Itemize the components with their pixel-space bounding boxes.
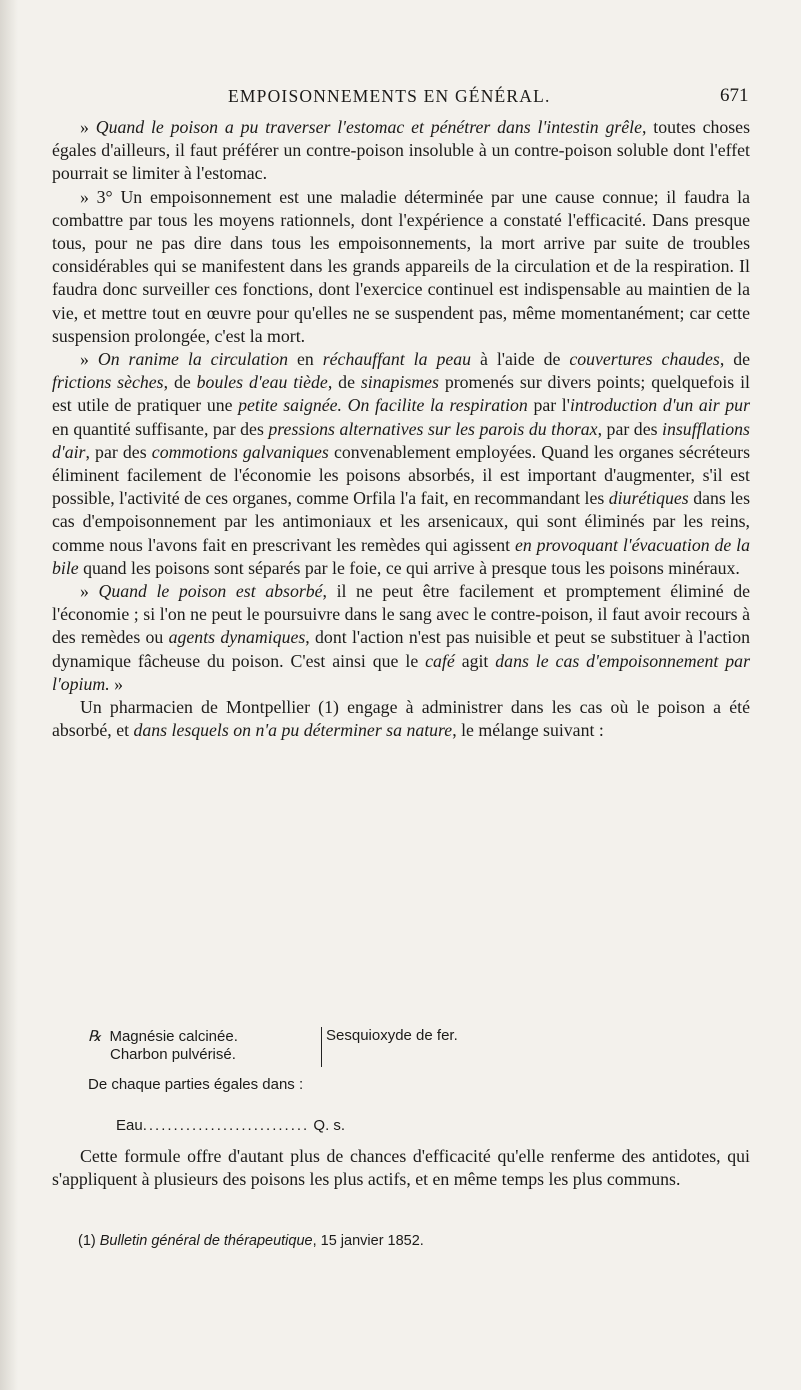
text-run: promenés sur divers points; quelquefois il est utile de pratiquer une — [52, 372, 750, 416]
italic-text: boules d'eau tiède — [196, 372, 328, 393]
text-run: convenablement employées. Quand les organes sécréteurs éliminent facilement de l'économie les poisons absorbés, il est important d'augmenter, s'il est possible, l'activité de ces organes, comme Orfila l'a fait, en recommandant les — [52, 441, 750, 509]
text-run: à l'aide de — [471, 349, 570, 370]
footnote-source: Bulletin général de thérapeutique — [99, 1233, 313, 1249]
text-run: Un pharmacien de Montpellier (1) engage à administrer dans les cas où le poison a été absorbé, et — [52, 697, 750, 741]
text-run: , il ne peut être facilement et promptement éliminé de l'économie ; si l'on ne peut le poursuivre dans le sang avec le contre-poison, il faut avoir recours à des remèdes ou — [52, 581, 750, 648]
page-number: 671 — [720, 85, 749, 106]
binding-shadow — [0, 0, 18, 1390]
text-run: , de — [163, 372, 197, 393]
italic-text: dans lesquels on n'a pu déterminer sa nature — [133, 720, 453, 741]
text-run: , dont l'action n'est pas nuisible et peut se substituer à l'action dynamique fâcheuse du poison. C'est ainsi que le — [52, 627, 750, 671]
italic-text: Quand le poison a pu traverser l'estomac et pénétrer dans l'intestin grêle — [95, 117, 643, 137]
text-run: agit — [454, 650, 496, 671]
eau-label: Eau — [116, 1117, 143, 1134]
italic-text: diurétiques — [608, 488, 689, 509]
footnote-date: , 15 janvier 1852. — [312, 1233, 424, 1249]
text-run: , le mélange suivant : — [452, 720, 604, 741]
text-run: en — [288, 349, 323, 370]
italic-text: sinapismes — [360, 372, 439, 393]
main-text — [52, 116, 750, 742]
paragraph-1 — [52, 116, 750, 186]
text-run: en quantité suffisante, par des — [52, 418, 269, 439]
eau-quantity: Q. s. — [313, 1117, 346, 1134]
page-header — [0, 86, 801, 110]
italic-text: couvertures chaudes — [569, 349, 720, 370]
running-title: EMPOISONNEMENTS EN GÉNÉRAL. — [228, 86, 551, 106]
closing-text — [52, 1145, 750, 1191]
text-run: par l' — [527, 395, 570, 416]
text-run: » — [80, 349, 98, 370]
text-run: quand les poisons sont séparés par le foie, ce qui arrive à presque tous les poisons minéraux. — [78, 557, 740, 578]
closing-paragraph: Cette formule offre d'autant plus de chances d'efficacité qu'elle renferme des antidotes, qui s'appliquent à plusieurs des poisons les plus actifs, et en même temps les plus communs. — [52, 1146, 750, 1190]
text-run: , par des — [85, 441, 152, 462]
paragraph-3 — [52, 348, 750, 580]
italic-text: en provoquant l'évacuation de la bile — [52, 534, 750, 578]
paragraph-4 — [52, 580, 750, 696]
paragraph-2 — [52, 186, 750, 348]
italic-text: petite saignée. On facilite la respiration — [238, 395, 528, 416]
italic-text: pressions alternatives sur les parois du thorax — [268, 418, 598, 439]
italic-text: café — [425, 650, 455, 671]
text-run: , de — [719, 349, 751, 370]
formula-line-1 — [88, 1027, 313, 1046]
formula-item-magnesie: Magnésie calcinée. — [109, 1028, 238, 1045]
italic-text: Quand le poison est absorbé — [98, 581, 323, 602]
formula-right-column — [326, 1027, 626, 1045]
footnote — [78, 1233, 738, 1249]
italic-text: agents dynamiques — [168, 627, 306, 648]
italic-text: insufflations d'air — [52, 418, 750, 462]
text-run: » — [80, 117, 96, 137]
formula-line-2 — [88, 1046, 313, 1064]
italic-text: introduction d'un air pur — [569, 395, 750, 416]
italic-text: frictions sèches — [52, 372, 164, 393]
eau-leader-dots: ........................... — [142, 1117, 310, 1134]
italic-text: On ranime la circulation — [97, 349, 289, 370]
text-run: dans les cas d'empoisonnement par les antimoniaux et les arsenicaux, qui sont éliminés par les reins, comme nous l'avons fait en prescrivant les remèdes qui agissent — [52, 488, 750, 555]
formula-item-sesquioxyde: Sesquioxyde de fer. — [326, 1027, 458, 1044]
italic-text: réchauffant la peau — [322, 349, 472, 370]
formula-left-column — [88, 1027, 313, 1064]
italic-text: commotions galvaniques — [151, 441, 329, 462]
text-run: , toutes choses égales d'ailleurs, il faut préférer un contre-poison insoluble à un contre-poison soluble dont l'effet pourrait se limiter à l'estomac. — [52, 117, 750, 184]
text-run: » — [80, 581, 99, 602]
text-run: » — [109, 673, 123, 694]
text-run: , de — [327, 372, 361, 393]
paragraph-5 — [52, 696, 750, 742]
formula-item-charbon: Charbon pulvérisé. — [110, 1046, 236, 1063]
recipe-symbol: ℞ — [88, 1027, 102, 1045]
footnote-marker: (1) — [78, 1233, 96, 1249]
formula-divider — [321, 1027, 322, 1067]
formula-proportions: De chaque parties égales dans : — [88, 1076, 304, 1093]
text-run: » 3° Un empoisonnement est une maladie déterminée par une cause connue; il faudra la combattre par tous les moyens rationnels, dont l'expérience a constaté l'efficacité. Dans presque tous, pour ne pas dire dans tous les empoisonnements, la mort arrive par suite de troubles considérables qui se manifestent dans les grands appareils de la circulation et de la respiration. Il faudra donc surveiller ces fonctions, dont l'exercice continuel est indispensable au maintien de la vie, et mettre tout en œuvre pour qu'elles ne se suspendent pas, même momentanément; car cette suspension prolongée, c'est la mort. — [52, 186, 750, 346]
italic-text: dans le cas d'empoisonnement par l'opium. — [52, 650, 750, 694]
text-run: , par des — [597, 418, 663, 439]
formula-eau-line — [116, 1117, 636, 1135]
